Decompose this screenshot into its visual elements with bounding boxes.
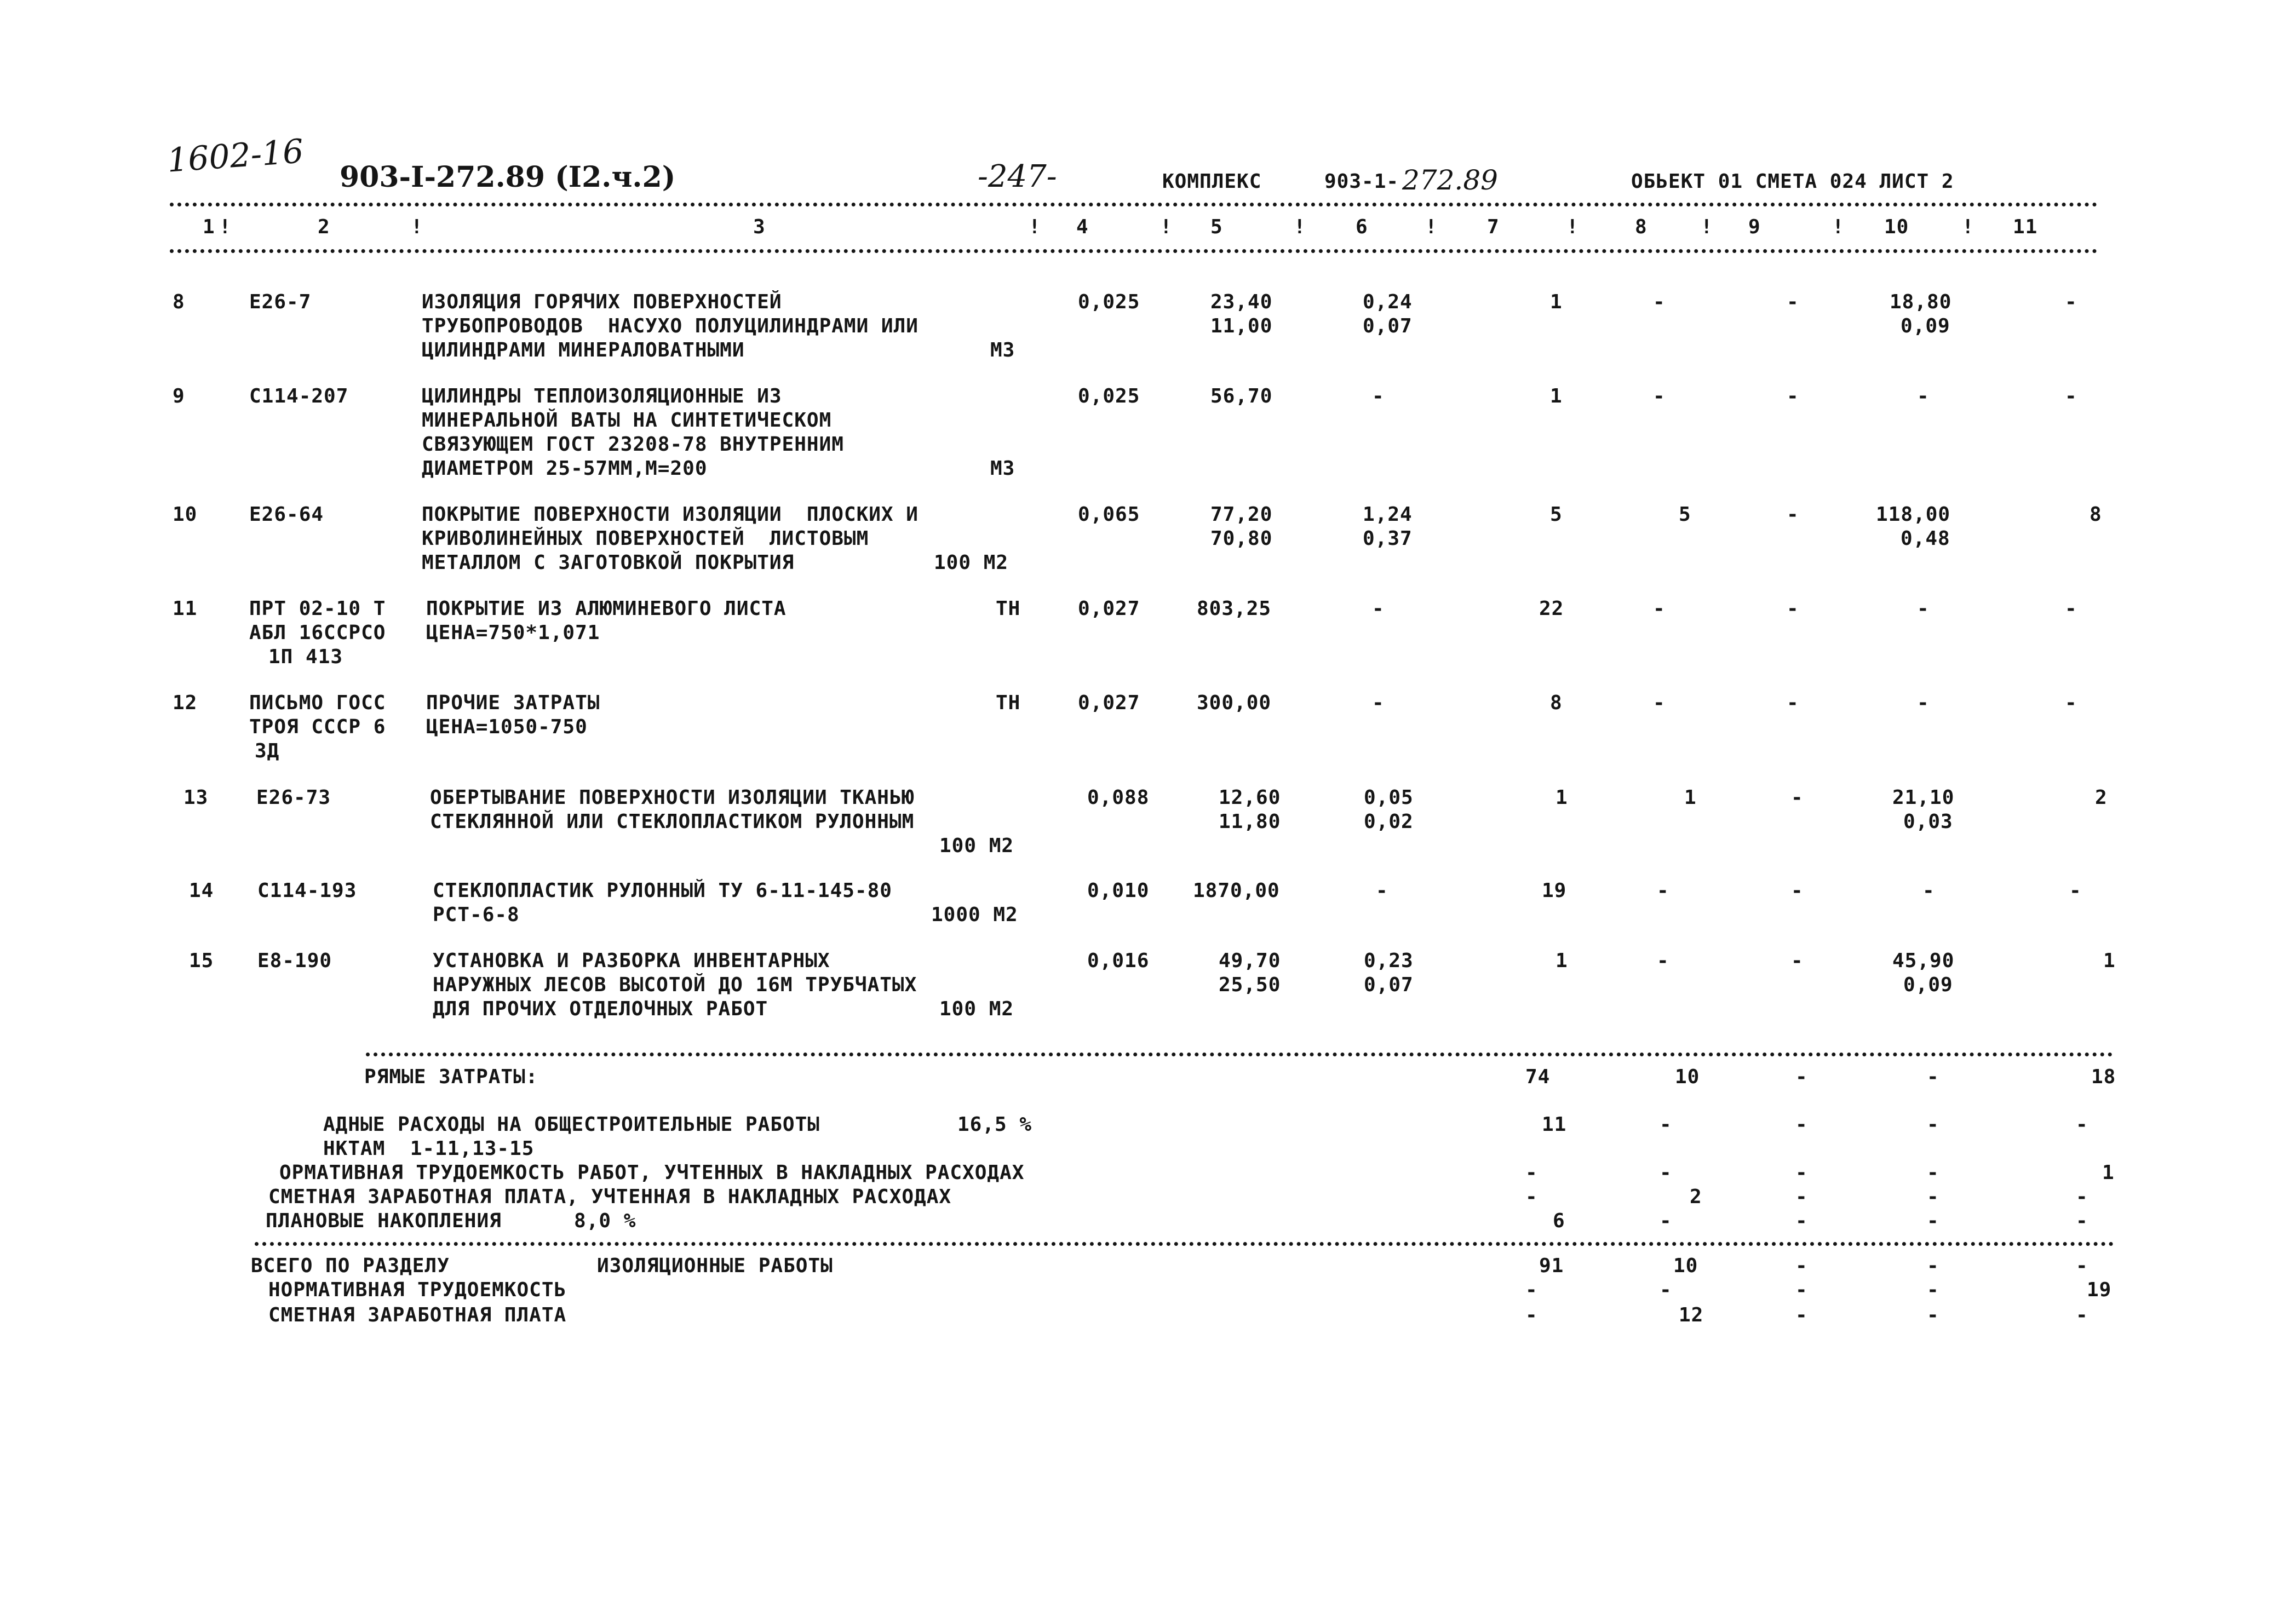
object-info: ОБЬЕКТ 01 СМЕТА 024 ЛИСТ 2: [1631, 170, 1954, 193]
row-number: 11: [173, 597, 198, 620]
work-description: МИНЕРАЛЬНОЙ ВАТЫ НА СИНТЕТИЧЕСКОМ: [422, 409, 832, 432]
col8-value: -: [1657, 879, 1669, 902]
summary-c9: -: [1795, 1162, 1808, 1184]
col10-value: -: [1922, 879, 1935, 902]
col10-value: 18,80: [1890, 291, 1952, 313]
work-description: РСТ-6-8: [433, 904, 520, 926]
summary-c11: -: [2076, 1210, 2088, 1232]
work-description: ИЗОЛЯЦИЯ ГОРЯЧИХ ПОВЕРХНОСТЕЙ: [422, 291, 782, 313]
summary-percent: 16,5 %: [957, 1113, 1032, 1136]
summary-c7: -: [1525, 1279, 1538, 1301]
row-number: 14: [189, 879, 214, 902]
col10-value: 21,10: [1892, 786, 1955, 809]
work-description: СТЕКЛЯННОЙ ИЛИ СТЕКЛОПЛАСТИКОМ РУЛОННЫМ: [430, 810, 915, 833]
rate-code: ТРОЯ СССР 6: [249, 716, 386, 738]
complex-label: КОМПЛЕКС: [1162, 170, 1262, 193]
summary-c7: 6: [1553, 1210, 1565, 1232]
header-rule-bottom: [170, 249, 2098, 253]
col10-value: 118,00: [1876, 503, 1951, 526]
col10-value: -: [1917, 385, 1930, 407]
summary-c10: -: [1927, 1210, 1939, 1232]
summary-c11: -: [2076, 1186, 2088, 1208]
work-description: КРИВОЛИНЕЙНЫХ ПОВЕРХНОСТЕЙ ЛИСТОВЫМ: [422, 527, 869, 550]
col6-value: -: [1372, 597, 1385, 620]
col10-value: 0,48: [1901, 527, 1950, 550]
quantity: 0,027: [1078, 597, 1140, 620]
summary-c11: 1: [2102, 1162, 2115, 1184]
work-description: СВЯЗУЮЩЕМ ГОСТ 23208-78 ВНУТРЕННИМ: [422, 433, 844, 456]
quantity: 0,088: [1087, 786, 1150, 809]
summary-c10: -: [1927, 1186, 1939, 1208]
col-header-11: 11: [2013, 216, 2038, 238]
summary-c9: -: [1795, 1304, 1808, 1326]
summary-c9: -: [1795, 1066, 1808, 1088]
col11-value: -: [2065, 692, 2077, 714]
rate-code: 3Д: [255, 740, 280, 762]
col6-value: 0,07: [1364, 974, 1414, 996]
col8-value: -: [1657, 950, 1669, 972]
summary-label: ПЛАНОВЫЕ НАКОПЛЕНИЯ: [266, 1210, 502, 1232]
work-description: УСТАНОВКА И РАЗБОРКА ИНВЕНТАРНЫХ: [433, 950, 830, 972]
unit: ТН: [996, 597, 1021, 620]
complex-code-handwritten: 272.89: [1402, 164, 1498, 196]
work-description: ПОКРЫТИЕ ПОВЕРХНОСТИ ИЗОЛЯЦИИ ПЛОСКИХ И: [422, 503, 919, 526]
col6-value: 0,05: [1364, 786, 1414, 809]
total-section: ИЗОЛЯЦИОННЫЕ РАБОТЫ: [597, 1255, 833, 1277]
rate-code: С114-193: [257, 879, 357, 902]
quantity: 0,027: [1078, 692, 1140, 714]
col8-value: -: [1653, 597, 1666, 620]
col-header-4: 4: [1076, 216, 1089, 238]
summary-c9: -: [1795, 1279, 1808, 1301]
col-separator: !: [1566, 216, 1579, 238]
summary-c9: -: [1795, 1186, 1808, 1208]
col11-value: 1: [2103, 950, 2116, 972]
quantity: 0,016: [1087, 950, 1150, 972]
col-separator: !: [1962, 216, 1974, 238]
summary-c8: -: [1660, 1113, 1672, 1136]
unit-cost: 1870,00: [1193, 879, 1280, 902]
summary-percent: 8,0 %: [574, 1210, 636, 1232]
unit-cost: 11,00: [1210, 315, 1273, 337]
col6-value: -: [1372, 692, 1385, 714]
summary-c10: -: [1927, 1255, 1939, 1277]
col10-value: -: [1917, 692, 1930, 714]
col10-value: 45,90: [1892, 950, 1955, 972]
work-description: ДЛЯ ПРОЧИХ ОТДЕЛОЧНЫХ РАБОТ: [433, 998, 768, 1020]
unit-cost: 49,70: [1219, 950, 1281, 972]
col9-value: -: [1787, 597, 1799, 620]
summary-c10: -: [1927, 1279, 1939, 1301]
summary-c8: -: [1660, 1210, 1672, 1232]
unit-cost: 23,40: [1210, 291, 1273, 313]
col-header-10: 10: [1884, 216, 1909, 238]
total-rule: [255, 1242, 2114, 1246]
project-code: 903-I-272.89 (I2.ч.2): [340, 160, 676, 194]
col-header-9: 9: [1748, 216, 1761, 238]
col8-value: 5: [1679, 503, 1691, 526]
summary-label: СМЕТНАЯ ЗАРАБОТНАЯ ПЛАТА: [268, 1304, 567, 1326]
rate-code: Е8-190: [257, 950, 332, 972]
rate-code: 1П 413: [268, 646, 343, 668]
col-header-8: 8: [1635, 216, 1648, 238]
unit-cost: 56,70: [1210, 385, 1273, 407]
total-cost: 19: [1542, 879, 1567, 902]
col-header-5: 5: [1210, 216, 1223, 238]
col6-value: 0,07: [1363, 315, 1413, 337]
rate-code: Е26-73: [256, 786, 331, 809]
total-label: ВСЕГО ПО РАЗДЕЛУ: [251, 1255, 450, 1277]
page-number: -247-: [978, 159, 1057, 194]
col10-value: 0,09: [1901, 315, 1950, 337]
unit: М3: [990, 339, 1015, 361]
col-header-1: 1: [203, 216, 215, 238]
col11-value: -: [2065, 291, 2077, 313]
summary-c9: -: [1795, 1113, 1808, 1136]
col10-value: -: [1917, 597, 1930, 620]
work-description: ЦИЛИНДРЫ ТЕПЛОИЗОЛЯЦИОННЫЕ ИЗ: [422, 385, 782, 407]
summary-c11: -: [2076, 1113, 2088, 1136]
row-number: 12: [173, 692, 198, 714]
rate-code: АБЛ 16ССРСО: [249, 622, 386, 644]
unit: М3: [990, 457, 1015, 480]
summary-c7: 91: [1539, 1255, 1564, 1277]
summary-c9: -: [1795, 1255, 1808, 1277]
col6-value: -: [1372, 385, 1385, 407]
rate-code: Е26-7: [249, 291, 312, 313]
col-header-6: 6: [1356, 216, 1368, 238]
handwritten-sheet-number: 1602-16: [165, 132, 305, 180]
total-cost: 22: [1539, 597, 1564, 620]
col9-value: -: [1787, 291, 1799, 313]
col8-value: -: [1653, 291, 1666, 313]
col8-value: -: [1653, 385, 1666, 407]
unit-cost: 70,80: [1210, 527, 1273, 550]
summary-c7: -: [1525, 1162, 1538, 1184]
summary-c8: -: [1660, 1279, 1672, 1301]
col11-value: -: [2065, 597, 2077, 620]
summary-c10: -: [1927, 1162, 1939, 1184]
row-number: 9: [173, 385, 185, 407]
summary-c11: -: [2076, 1304, 2088, 1326]
summary-c10: -: [1927, 1304, 1939, 1326]
unit: 100 М2: [939, 998, 1014, 1020]
unit-cost: 12,60: [1219, 786, 1281, 809]
work-description: МЕТАЛЛОМ С ЗАГОТОВКОЙ ПОКРЫТИЯ: [422, 551, 795, 574]
col10-value: 0,09: [1903, 974, 1953, 996]
col10-value: 0,03: [1903, 810, 1953, 833]
col9-value: -: [1787, 692, 1799, 714]
col9-value: -: [1791, 786, 1804, 809]
col11-value: 2: [2095, 786, 2108, 809]
unit-cost: 11,80: [1219, 810, 1281, 833]
summary-c11: 18: [2091, 1066, 2116, 1088]
total-cost: 1: [1555, 786, 1568, 809]
col6-value: 1,24: [1363, 503, 1413, 526]
summary-c8: -: [1660, 1162, 1672, 1184]
work-description: ЦЕНА=750*1,071: [426, 622, 600, 644]
summary-label: НКТАМ 1-11,13-15: [323, 1137, 535, 1160]
row-number: 10: [173, 503, 198, 526]
row-number: 8: [173, 291, 185, 313]
col6-value: 0,24: [1363, 291, 1413, 313]
quantity: 0,065: [1078, 503, 1140, 526]
col-separator: !: [1425, 216, 1438, 238]
col6-value: -: [1376, 879, 1388, 902]
work-description: ТРУБОПРОВОДОВ НАСУХО ПОЛУЦИЛИНДРАМИ ИЛИ: [422, 315, 919, 337]
col9-value: -: [1791, 950, 1804, 972]
total-cost: 5: [1550, 503, 1563, 526]
summary-label: АДНЫЕ РАСХОДЫ НА ОБЩЕСТРОИТЕЛЬНЫЕ РАБОТЫ: [323, 1113, 820, 1136]
quantity: 0,010: [1087, 879, 1150, 902]
total-cost: 1: [1555, 950, 1568, 972]
summary-c8: 2: [1690, 1186, 1702, 1208]
col6-value: 0,37: [1363, 527, 1413, 550]
summary-label: СМЕТНАЯ ЗАРАБОТНАЯ ПЛАТА, УЧТЕННАЯ В НАКЛАДНЫХ РАСХОДАХ: [268, 1186, 952, 1208]
col-separator: !: [411, 216, 423, 238]
summary-c8: 10: [1673, 1255, 1698, 1277]
work-description: НАРУЖНЫХ ЛЕСОВ ВЫСОТОЙ ДО 16М ТРУБЧАТЫХ: [433, 974, 917, 996]
col-separator: !: [1029, 216, 1041, 238]
unit: 100 М2: [939, 835, 1014, 857]
col9-value: -: [1787, 503, 1799, 526]
summary-label: НОРМАТИВНАЯ ТРУДОЕМКОСТЬ: [268, 1279, 567, 1301]
rate-code: ПРТ 02-10 Т: [249, 597, 386, 620]
col-header-2: 2: [318, 216, 330, 238]
summary-c9: -: [1795, 1210, 1808, 1232]
col8-value: 1: [1684, 786, 1697, 809]
summary-c7: 74: [1525, 1066, 1551, 1088]
summary-c7: 11: [1542, 1113, 1567, 1136]
unit: 1000 М2: [931, 904, 1018, 926]
summary-label: ОРМАТИВНАЯ ТРУДОЕМКОСТЬ РАБОТ, УЧТЕННЫХ В НАКЛАДНЫХ РАСХОДАХ: [279, 1162, 1025, 1184]
col11-value: 8: [2090, 503, 2102, 526]
summary-c7: -: [1525, 1186, 1538, 1208]
summary-c10: -: [1927, 1066, 1939, 1088]
unit-cost: 803,25: [1197, 597, 1272, 620]
summary-c11: -: [2076, 1255, 2088, 1277]
col-separator: !: [1160, 216, 1173, 238]
col-header-7: 7: [1487, 216, 1500, 238]
summary-c10: -: [1927, 1113, 1939, 1136]
summary-rule: [366, 1053, 2113, 1056]
col11-value: -: [2065, 385, 2077, 407]
rate-code: Е26-64: [249, 503, 324, 526]
rate-code: ПИСЬМО ГОСС: [249, 692, 386, 714]
work-description: ДИАМЕТРОМ 25-57ММ,М=200: [422, 457, 708, 480]
summary-label: РЯМЫЕ ЗАТРАТЫ:: [364, 1066, 538, 1088]
row-number: 15: [189, 950, 214, 972]
work-description: ЦИЛИНДРАМИ МИНЕРАЛОВАТНЫМИ: [422, 339, 745, 361]
col-separator: !: [1294, 216, 1306, 238]
work-description: ЦЕНА=1050-750: [426, 716, 588, 738]
quantity: 0,025: [1078, 385, 1140, 407]
summary-c7: -: [1525, 1304, 1538, 1326]
total-cost: 1: [1550, 385, 1563, 407]
row-number: 13: [183, 786, 209, 809]
col6-value: 0,02: [1364, 810, 1414, 833]
col6-value: 0,23: [1364, 950, 1414, 972]
work-description: ПОКРЫТИЕ ИЗ АЛЮМИНЕВОГО ЛИСТА: [426, 597, 787, 620]
work-description: ПРОЧИЕ ЗАТРАТЫ: [426, 692, 600, 714]
col-header-3: 3: [753, 216, 766, 238]
unit-cost: 77,20: [1210, 503, 1273, 526]
summary-c8: 12: [1679, 1304, 1704, 1326]
rate-code: С114-207: [249, 385, 349, 407]
col8-value: -: [1653, 692, 1666, 714]
unit: ТН: [996, 692, 1021, 714]
unit-cost: 25,50: [1219, 974, 1281, 996]
unit-cost: 300,00: [1197, 692, 1272, 714]
col11-value: -: [2069, 879, 2082, 902]
work-description: СТЕКЛОПЛАСТИК РУЛОННЫЙ ТУ 6-11-145-80: [433, 879, 892, 902]
total-cost: 8: [1550, 692, 1563, 714]
col-separator: !: [1832, 216, 1845, 238]
col-separator: !: [1701, 216, 1713, 238]
header-rule-top: [170, 203, 2098, 206]
col-separator: !: [219, 216, 232, 238]
quantity: 0,025: [1078, 291, 1140, 313]
col9-value: -: [1791, 879, 1804, 902]
col9-value: -: [1787, 385, 1799, 407]
work-description: ОБЕРТЫВАНИЕ ПОВЕРХНОСТИ ИЗОЛЯЦИИ ТКАНЬЮ: [430, 786, 915, 809]
complex-code: 903-1-: [1324, 170, 1399, 193]
summary-c11: 19: [2087, 1279, 2112, 1301]
unit: 100 М2: [934, 551, 1009, 574]
total-cost: 1: [1550, 291, 1563, 313]
summary-c8: 10: [1675, 1066, 1700, 1088]
